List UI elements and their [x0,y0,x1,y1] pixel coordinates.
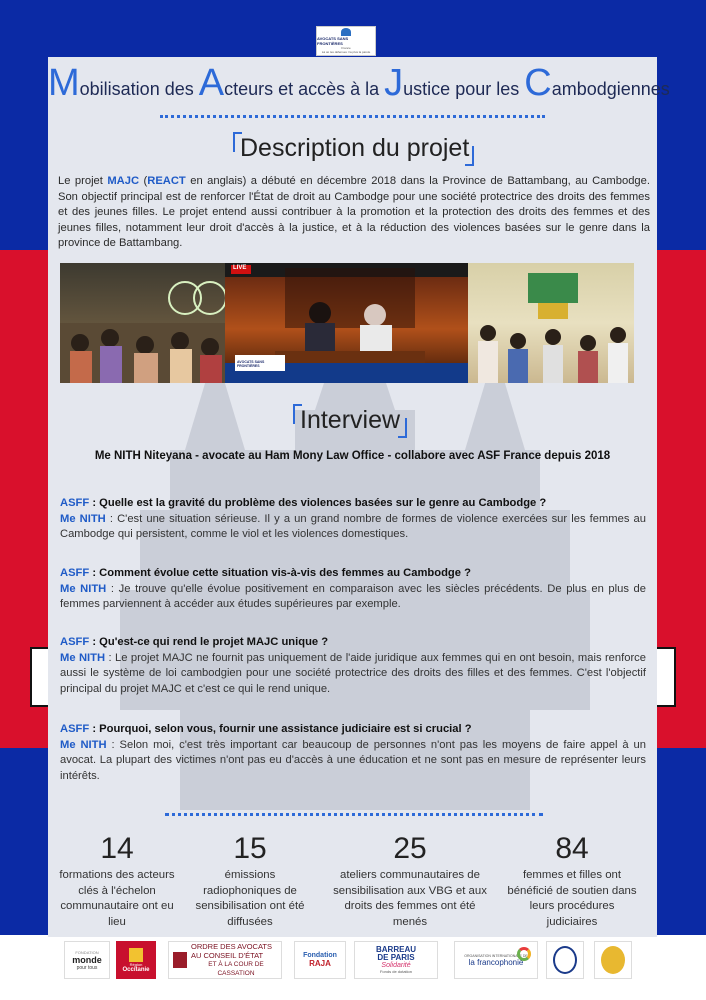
workshop-scene-icon [60,263,225,383]
title-part-3: ustice pour les [403,79,525,99]
title-initial-c: C [524,62,552,104]
occitanie-cross-icon [129,948,143,962]
title-initial-m: M [48,62,80,104]
interview-heading: Interview [300,406,401,434]
interviewee-line: Me NITH Niteyana - avocate au Ham Mony Law Office - collabore avec ASF France depuis 2018 [94,450,611,462]
answer-1: : C'est une situation sérieuse. Il y a un grand nombre de formes de violence exercées sur les femmes au Cambodge qui persistent, comme le viol et les violences domestiques. [60,512,647,541]
partner-logo-barreau-paris: BARREAU DE PARIS Solidarité Fonds de dotation [354,941,438,979]
title-initial-a: A [198,62,225,104]
ordre-emblem-icon [173,952,187,968]
photo-tv-studio [225,263,468,383]
responder-label: Me NITH [60,512,106,525]
stat-label-radio: émissions radiophoniques de sensibilisation ont été diffusées [195,869,305,928]
page-title [48,62,670,105]
description-paragraph: Le projet MAJC (REACT en anglais) a débuté en décembre 2018 dans la Province de Battambang, au Cambodge. Son objectif principal est de renforcer l'État de droit au Cambodge pour une société protectrice des droits des femmes et des jeunes filles. Le projet entend aussi contribuer à la promotion et la protection des droits des femmes et des jeunes filles, notamment leur droit d'accès à la justice, et à la réduction des violences basées sur le genre dans la province de Battambang. [58,175,650,250]
seal-icon [553,946,577,974]
partner-logo-khmer-seal [546,941,584,979]
logo-tagline: Là où les défenses n'a plus la parole [321,50,371,54]
bracket-right-interview [398,418,407,438]
title-part-4: ambodgiennes [551,79,670,99]
question-3: : Qu'est-ce qui rend le projet MAJC unique ? [89,636,329,648]
stat-label-women: femmes et filles ont bénéficié de soutien dans leurs procédures judiciaires [507,869,637,928]
bracket-right [465,146,474,166]
partner-logo-fondation-monde: FONDATION monde pour tous [64,941,110,979]
stat-value-radio: 15 [233,832,267,865]
qa-block-4 [60,722,646,784]
question-4: : Pourquoi, selon vous, fournir une assistance judiciaire est si crucial ? [89,723,472,735]
question-1: : Quelle est la gravité du problème des violences basées sur le genre au Cambodge ? [89,497,547,509]
asker-label: ASFF [60,636,90,648]
logo-name: AVOCATS SANS FRONTIÈRES [317,36,349,46]
question-2: : Comment évolue cette situation vis-à-vis des femmes au Cambodge ? [89,567,471,579]
answer-2: : Je trouve qu'elle évolue positivement en comparaison avec les siècles précédents. De plus en plus de femmes parviennent à accéder aux études supérieures par exemple. [60,582,647,611]
react-label: REACT [147,175,186,187]
tv-logo-text: AVOCATS SANS FRONTIÈRES [237,360,265,368]
partner-logo-francophonie: ORGANISATION INTERNATIONALE DE la francophonie [454,941,538,979]
meeting-scene-icon [468,263,634,383]
asf-emblem-icon [341,28,351,36]
partner-logo-fondation-raja: Fondation RAJA [294,941,346,979]
responder-label: Me NITH [60,738,107,751]
responder-label: Me NITH [60,582,107,595]
responder-label: Me NITH [60,651,106,664]
stat-value-trainings: 14 [100,832,134,865]
stats-divider [165,813,543,816]
answer-4: : Selon moi, c'est très important car beaucoup de personnes n'ont pas les moyens de faire appel à un avocat. La plupart des victimes n'ont pas eu d'accès à une éducation et ne sont pas en mesure de représenter leurs intérêts. [60,738,647,782]
qa-block-1 [60,496,646,543]
francophonie-ring-icon [517,947,531,961]
partner-logo-ordre-avocats: ORDRE DES AVOCATS AU CONSEIL D'ÉTAT ET À LA COUR DE CASSATION [168,941,282,979]
qa-block-2 [60,566,646,613]
stat-value-women: 84 [555,832,589,865]
qa-block-3 [60,635,646,697]
stat-label-trainings: formations des acteurs clés à l'échelon communautaire ont eu lieu [59,869,175,928]
asker-label: ASFF [60,567,90,579]
emblem-icon [601,946,625,974]
partner-logo-occitanie: Région Occitanie [116,941,156,979]
stat-value-workshops: 25 [393,832,427,865]
live-badge: LIVE [233,265,247,271]
title-part-2: cteurs et accès à la [224,79,385,99]
partner-logo-gold-emblem [594,941,632,979]
description-heading: Description du projet [240,134,470,162]
answer-3: : Le projet MAJC ne fournit pas uniquement de l'aide juridique aux femmes qui en ont besoin, mais renforce aussi le système de loi cambodgien pour une société protectrice des droits des filles et des femmes. C'est l'objectif principal du projet MAJC et c'est ce qui le rend unique. [60,651,646,695]
stat-label-workshops: ateliers communautaires de sensibilisation aux VBG et aux droits des femmes ont été menés [333,869,487,928]
logo-country: France [341,46,351,50]
photo-meeting [468,263,634,383]
title-initial-j: J [384,62,404,104]
title-part-1: obilisation des [79,79,199,99]
asker-label: ASFF [60,497,90,509]
title-divider [160,115,545,118]
asker-label: ASFF [60,723,90,735]
asf-logo [316,26,376,56]
photo-workshop [60,263,225,383]
majc-label: MAJC [107,175,140,187]
